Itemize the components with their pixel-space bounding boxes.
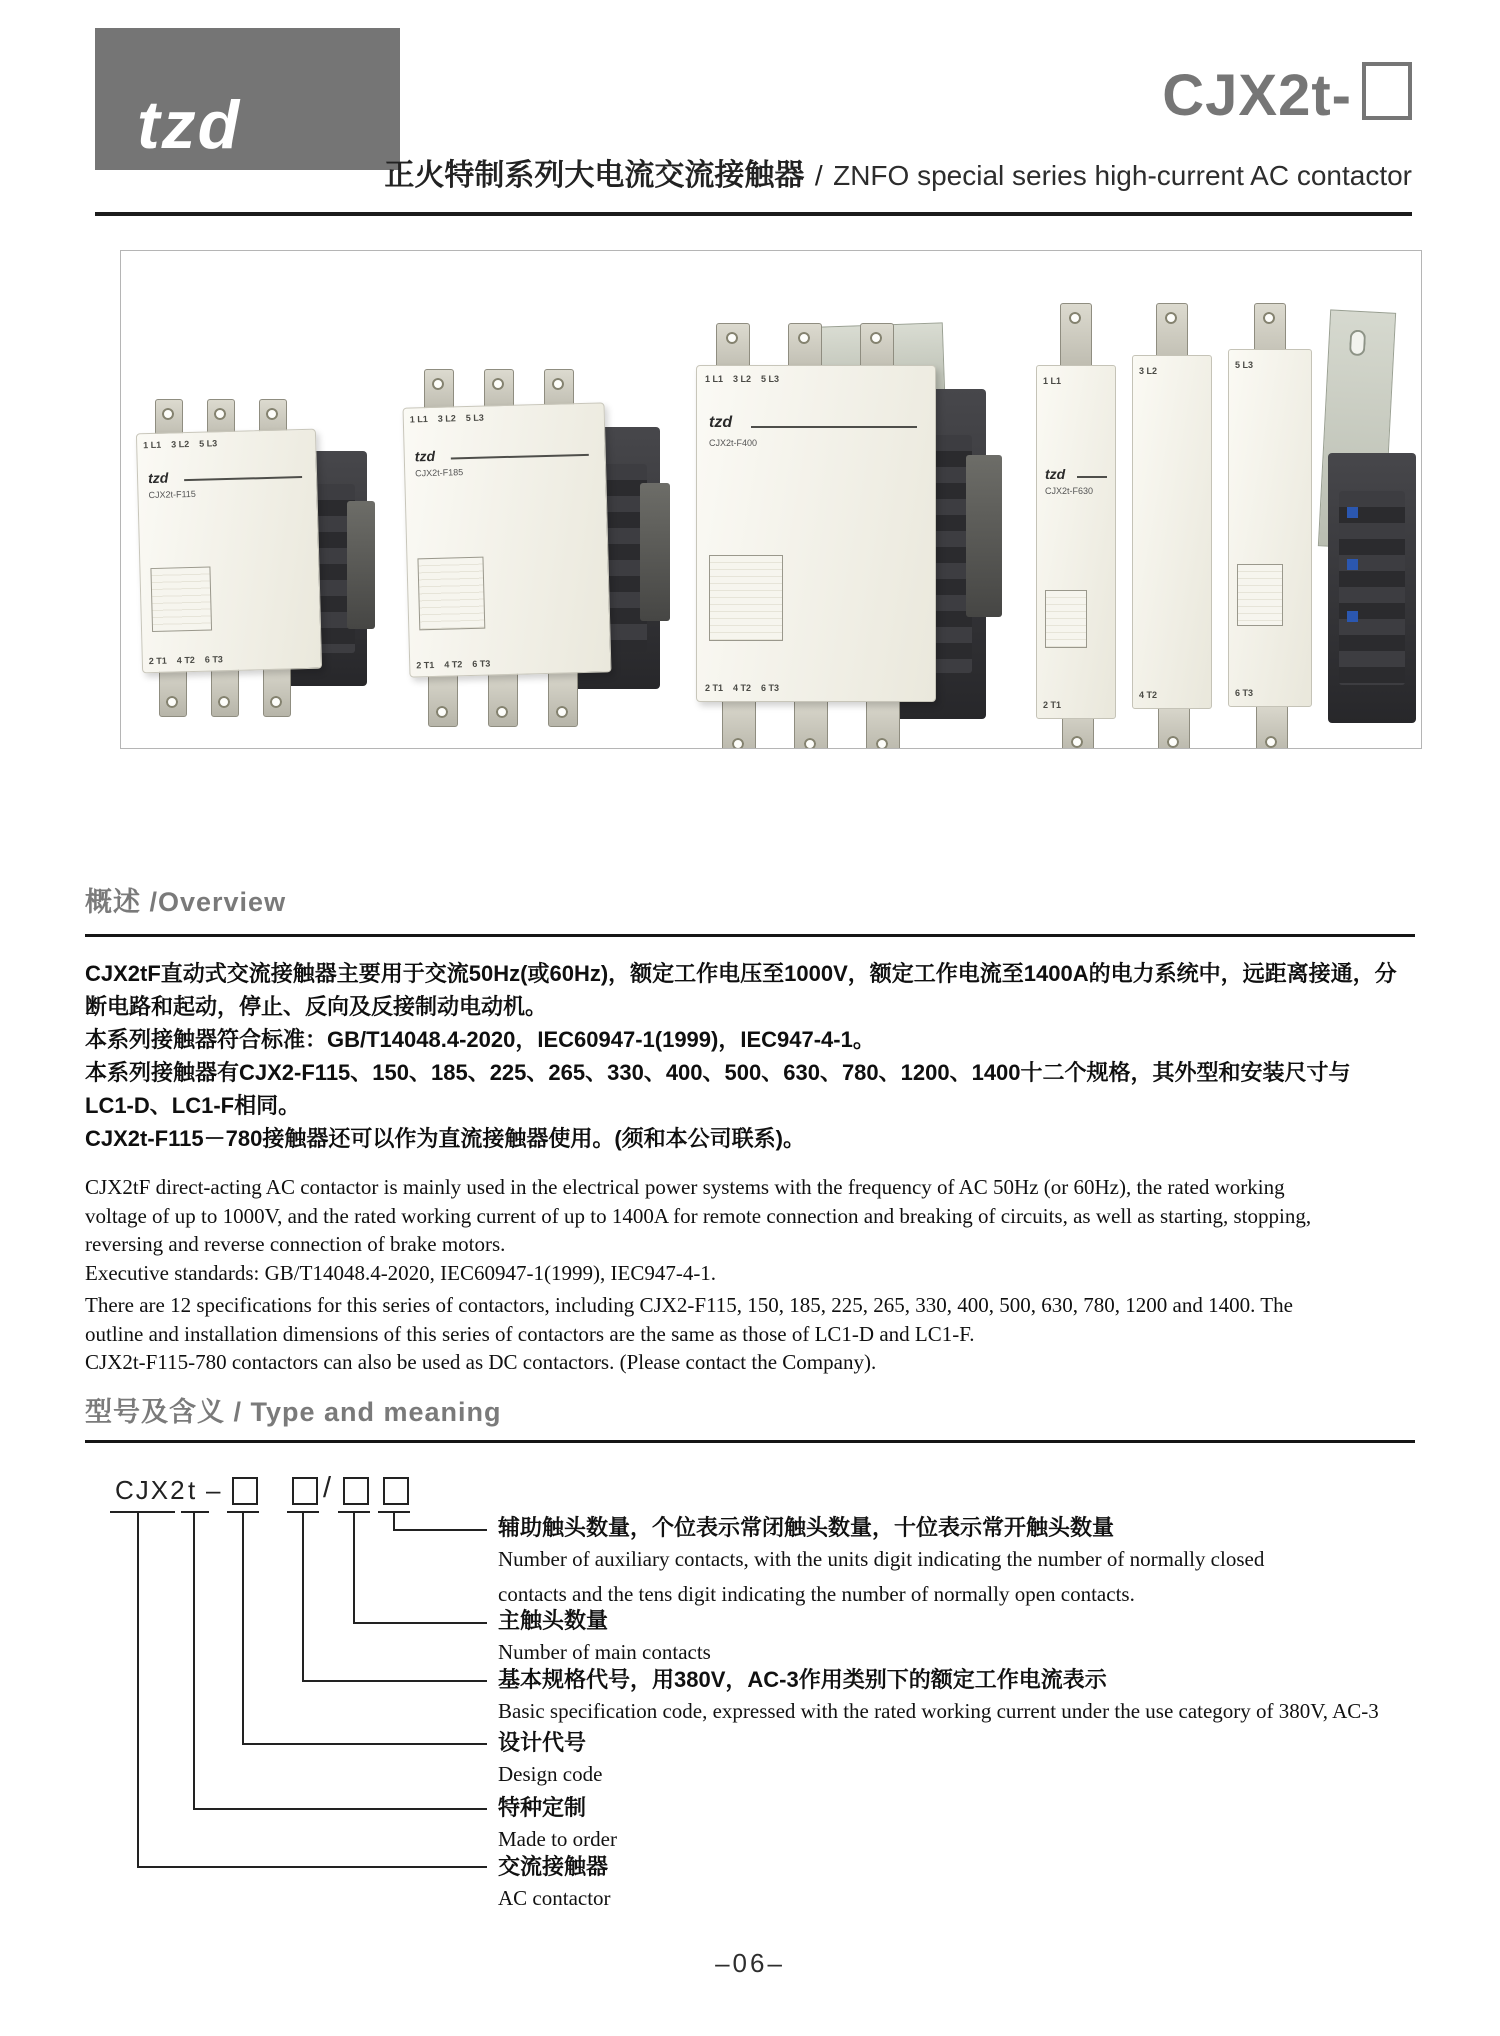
terminal-tab — [866, 695, 900, 749]
spec-table-decal — [150, 566, 212, 632]
label-chinese: 主触头数量 — [498, 1608, 609, 1633]
code-slash: / — [323, 1472, 332, 1504]
subtitle-english: ZNFO special series high-current AC contactor — [833, 160, 1412, 191]
brand-underline — [451, 454, 589, 460]
terminal-markings-top: 1 L1 3 L2 5 L3 — [705, 374, 780, 384]
brand-underline — [1077, 476, 1107, 478]
terminal-tab — [794, 695, 828, 749]
connector-line — [137, 1866, 487, 1868]
terminal-tab — [548, 667, 578, 727]
product-model-label: CJX2t-F115 — [148, 488, 196, 501]
connector-line — [137, 1513, 139, 1866]
label-english: Design code — [498, 1762, 603, 1786]
label-chinese: 特种定制 — [498, 1795, 587, 1820]
product-subtitle — [384, 150, 1412, 194]
connector-line — [193, 1808, 487, 1810]
terminal-tab — [488, 667, 518, 727]
aux-contact-block — [966, 455, 1002, 617]
overview-zh-line: 本系列接触器符合标准：GB/T14048.4-2020，IEC60947-1(1999)，IEC947-4-1。 — [85, 1027, 875, 1052]
label-chinese: 交流接触器 — [498, 1854, 609, 1879]
connector-line — [353, 1513, 355, 1622]
model-prefix-text: CJX2t- — [1162, 63, 1352, 128]
terminal-tab — [722, 695, 756, 749]
label-english: Number of main contacts — [498, 1640, 711, 1664]
diagram-label-ac-contactor — [498, 1853, 611, 1916]
product-brand-label: tzd — [709, 414, 733, 431]
diagram-label-aux-contacts — [498, 1514, 1264, 1612]
connector-line — [353, 1622, 487, 1624]
connector-line — [193, 1513, 195, 1808]
label-english: contacts and the tens digit indicating the number of normally open contacts. — [498, 1582, 1135, 1606]
code-custom-letter: t — [188, 1475, 196, 1505]
label-chinese: 设计代号 — [498, 1730, 587, 1755]
overview-en-line: voltage of up to 1000V, and the rated working current of up to 1400A for remote connection and breaking of circuits, as well as starting, stopping, — [85, 1203, 1312, 1228]
pole-column — [1228, 349, 1312, 707]
brand-underline — [184, 476, 302, 481]
overview-zh-line: 本系列接触器有CJX2-F115、150、185、225、265、330、400、500、630、780、1200、1400十二个规格，其外型和安装尺寸与 — [85, 1060, 1351, 1085]
terminal-markings-top: 3 L2 — [1139, 366, 1158, 376]
connector-line — [242, 1513, 244, 1743]
overview-en-line: CJX2tF direct-acting AC contactor is mainly used in the electrical power systems with the frequency of AC 50Hz (or 60Hz), the rated working — [85, 1175, 1285, 1199]
label-chinese: 基本规格代号，用380V，AC-3作用类别下的额定工作电流表示 — [498, 1667, 1107, 1692]
overview-english-paragraph — [85, 1173, 1485, 1377]
terminal-markings-top: 5 L3 — [1235, 360, 1254, 370]
overview-zh-line: LC1-D、LC1-F相同。 — [85, 1093, 301, 1118]
code-box-main-contacts — [343, 1477, 369, 1505]
section-divider — [85, 934, 1415, 937]
aux-contact-block — [640, 483, 670, 621]
diagram-label-made-to-order — [498, 1794, 617, 1857]
overview-zh-line: 断电路和起动，停止、反向及反接制动电动机。 — [85, 994, 548, 1019]
brand-logo-text: tzd — [137, 87, 242, 163]
label-english: Made to order — [498, 1827, 617, 1851]
code-dash: – — [206, 1475, 221, 1505]
contactor-photo-f630 — [1036, 303, 1418, 749]
contactor-photo-f400 — [696, 323, 1008, 749]
product-model-label: CJX2t-F400 — [709, 438, 758, 448]
terminal-markings-bottom: 6 T3 — [1235, 688, 1254, 698]
overview-zh-line: CJX2t-F115－780接触器还可以作为直流接触器使用。(须和本公司联系)。 — [85, 1126, 805, 1151]
connector-line — [393, 1529, 487, 1531]
spec-table-decal — [1045, 590, 1087, 648]
diagram-label-design-code — [498, 1729, 602, 1792]
code-underline — [181, 1511, 209, 1513]
overview-en-line: Executive standards: GB/T14048.4-2020, IEC60947-1(1999), IEC947-4-1. — [85, 1260, 717, 1285]
label-chinese: 辅助触头数量，个位表示常闭触头数量，十位表示常开触头数量 — [498, 1515, 1115, 1540]
terminal-markings-bottom: 2 T1 4 T2 6 T3 — [416, 658, 491, 671]
overview-zh-line: CJX2tF直动式交流接触器主要用于交流50Hz(或60Hz)，额定工作电压至1000V，额定工作电流至1400A的电力系统中，远距离接通，分 — [85, 961, 1397, 986]
contactor-photo-f185 — [406, 369, 678, 749]
product-model-label: CJX2t-F630 — [1045, 486, 1094, 496]
code-box-aux-contacts — [383, 1477, 409, 1505]
diagram-label-basic-spec — [498, 1666, 1379, 1729]
type-meaning-heading: 型号及含义 / Type and meaning — [85, 1397, 502, 1427]
section-divider — [85, 1440, 1415, 1443]
subtitle-separator: / — [814, 160, 823, 191]
model-placeholder-box — [1362, 62, 1412, 120]
contactor-body — [696, 365, 936, 702]
product-brand-label: tzd — [1045, 466, 1066, 482]
code-box-design — [232, 1477, 258, 1505]
product-photo-frame — [120, 250, 1422, 749]
connector-line — [302, 1513, 304, 1680]
spec-table-decal — [709, 555, 783, 641]
overview-en-line: There are 12 specifications for this series of contactors, including CJX2-F115, 150, 185, 225, 265, 330, 400, 500, 630, 780, 1200 and 1400. The — [85, 1293, 1293, 1317]
label-english: Basic specification code, expressed with the rated working current under the use category of 380V, AC-3 — [498, 1699, 1379, 1723]
connector-line — [302, 1680, 487, 1682]
label-english: Number of auxiliary contacts, with the units digit indicating the number of normally closed — [498, 1547, 1265, 1571]
code-underline — [110, 1511, 175, 1513]
page-number: –06– — [715, 1948, 785, 1978]
overview-chinese-paragraph — [85, 957, 1485, 1155]
aux-contact-block — [347, 501, 375, 629]
terminal-markings-bottom: 4 T2 — [1139, 690, 1158, 700]
connector-line — [393, 1513, 395, 1529]
diagram-label-main-contacts — [498, 1607, 711, 1670]
pole-column — [1036, 365, 1116, 719]
terminal-markings-top: 1 L1 3 L2 5 L3 — [143, 438, 218, 451]
overview-heading: 概述 /Overview — [85, 887, 287, 917]
type-designation-diagram — [85, 1455, 1430, 1925]
contact-block — [1328, 453, 1416, 723]
terminal-tab — [1256, 701, 1288, 749]
subtitle-chinese: 正火特制系列大电流交流接触器 — [384, 159, 805, 192]
code-prefix: CJX2 — [115, 1475, 187, 1505]
contactor-body — [403, 402, 612, 677]
spec-table-decal — [1237, 564, 1283, 626]
terminal-markings-bottom: 2 T1 — [1043, 700, 1062, 710]
code-box-basic-spec — [292, 1477, 318, 1505]
overview-en-line: reversing and reverse connection of brake motors. — [85, 1232, 506, 1256]
terminal-markings-top: 1 L1 — [1043, 376, 1062, 386]
header-divider — [95, 212, 1412, 216]
terminal-markings-bottom: 2 T1 4 T2 6 T3 — [705, 683, 780, 693]
contactor-body — [136, 429, 322, 674]
contactor-photo-f115 — [139, 399, 379, 734]
brand-underline — [751, 426, 917, 428]
overview-en-line: CJX2t-F115-780 contactors can also be used as DC contactors. (Please contact the Company). — [85, 1350, 877, 1374]
label-english: AC contactor — [498, 1886, 611, 1910]
product-brand-label: tzd — [147, 469, 169, 487]
product-model-title — [1162, 62, 1412, 129]
terminal-markings-top: 1 L1 3 L2 5 L3 — [409, 412, 484, 425]
connector-line — [242, 1743, 487, 1745]
product-brand-label: tzd — [414, 447, 436, 465]
brand-logo-box — [95, 28, 400, 170]
terminal-markings-bottom: 2 T1 4 T2 6 T3 — [148, 654, 223, 667]
product-model-label: CJX2t-F185 — [415, 467, 464, 479]
spec-table-decal — [417, 557, 485, 631]
pole-column — [1132, 355, 1212, 709]
overview-en-line: outline and installation dimensions of this series of contactors are the same as those of LC1-D and LC1-F. — [85, 1321, 975, 1346]
